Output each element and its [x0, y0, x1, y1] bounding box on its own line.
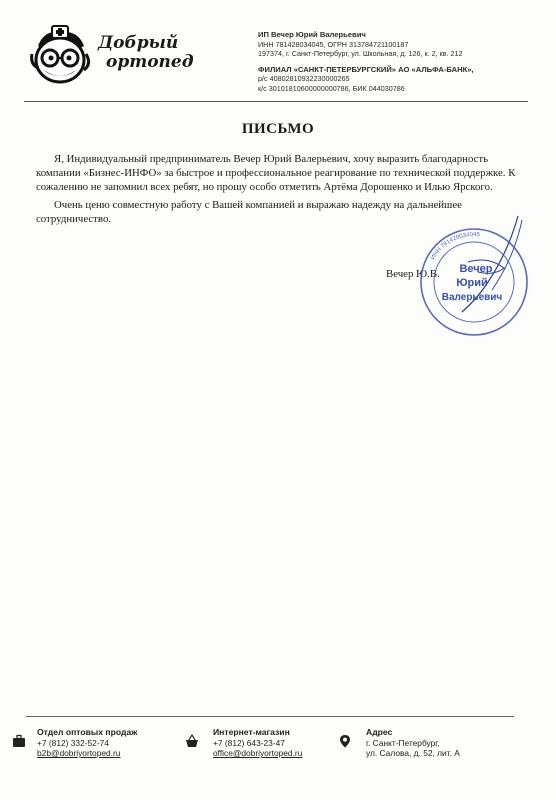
letter-paragraph-2: Очень ценю совместную работу с Вашей компанией и выражаю надежду на дальнейшее сотрудничество.: [36, 199, 462, 225]
stamp-line-1: Вечер: [459, 263, 493, 275]
company-requisites: [258, 30, 548, 94]
bank-corr-account: к/с 30101810600000000786, БИК 044030786: [258, 83, 405, 93]
footer-shop: Интернет-магазин +7 (812) 643-23-47 office@dobriyortoped.ru: [213, 727, 303, 759]
header-divider: [24, 101, 528, 102]
footer-address: Адрес г. Санкт-Петербург, ул. Салова, д. 52, лит. А: [366, 727, 460, 759]
footer-wholesale: Отдел оптовых продаж +7 (812) 332-52-74 b2b@dobriyortoped.ru: [37, 727, 138, 759]
entrepreneur-name: ИП Вечер Юрий Валерьевич: [258, 30, 366, 39]
logo-wordmark: Добрый ортопед: [98, 33, 194, 72]
official-stamp: [418, 226, 530, 338]
stamp-line-3: Валерьевич: [441, 292, 503, 303]
signer-name: Вечер Ю.В.: [386, 268, 440, 280]
location-pin-icon: [338, 734, 352, 748]
doctor-mascot-icon: [30, 24, 96, 86]
footer-divider: [26, 716, 514, 717]
stamp-ring-text: ИНН 781428034045: [430, 231, 481, 261]
letter-paragraph-1: Я, Индивидуальный предприниматель Вечер Юрий Валерьевич, хочу выразить благодарность компании «Бизнес-ИНФО» за быстрое и профессиональное реагирование по технической поддержке. К сожалению не запомнил всех ребят, но прошу особо отметить Артёма Дорошенко и Илью Ярского.: [36, 153, 516, 193]
shop-phone[interactable]: +7 (812) 643-23-47: [213, 737, 285, 748]
letter-title: ПИСЬМО: [241, 121, 315, 137]
shopping-basket-icon: [185, 734, 199, 748]
bank-name: ФИЛИАЛ «САНКТ-ПЕТЕРБУРГСКИЙ» АО «АЛЬФА-БАНК»,: [258, 64, 474, 74]
briefcase-icon: [12, 734, 26, 748]
wholesale-email-link[interactable]: b2b@dobriyortoped.ru: [37, 748, 121, 759]
shop-email-link[interactable]: office@dobriyortoped.ru: [213, 748, 303, 759]
wholesale-phone[interactable]: +7 (812) 332-52-74: [37, 737, 109, 748]
company-logo: [30, 24, 194, 86]
legal-address: 197374, г. Санкт-Петербург, ул. Школьная, д. 126, к. 2, кв. 212: [258, 49, 463, 59]
inn-ogrn: ИНН 781428034045, ОГРН 313784721100187: [258, 39, 409, 49]
bank-account: р/с 40802810932230000265: [258, 74, 350, 84]
stamp-line-2: Юрий: [456, 277, 488, 289]
